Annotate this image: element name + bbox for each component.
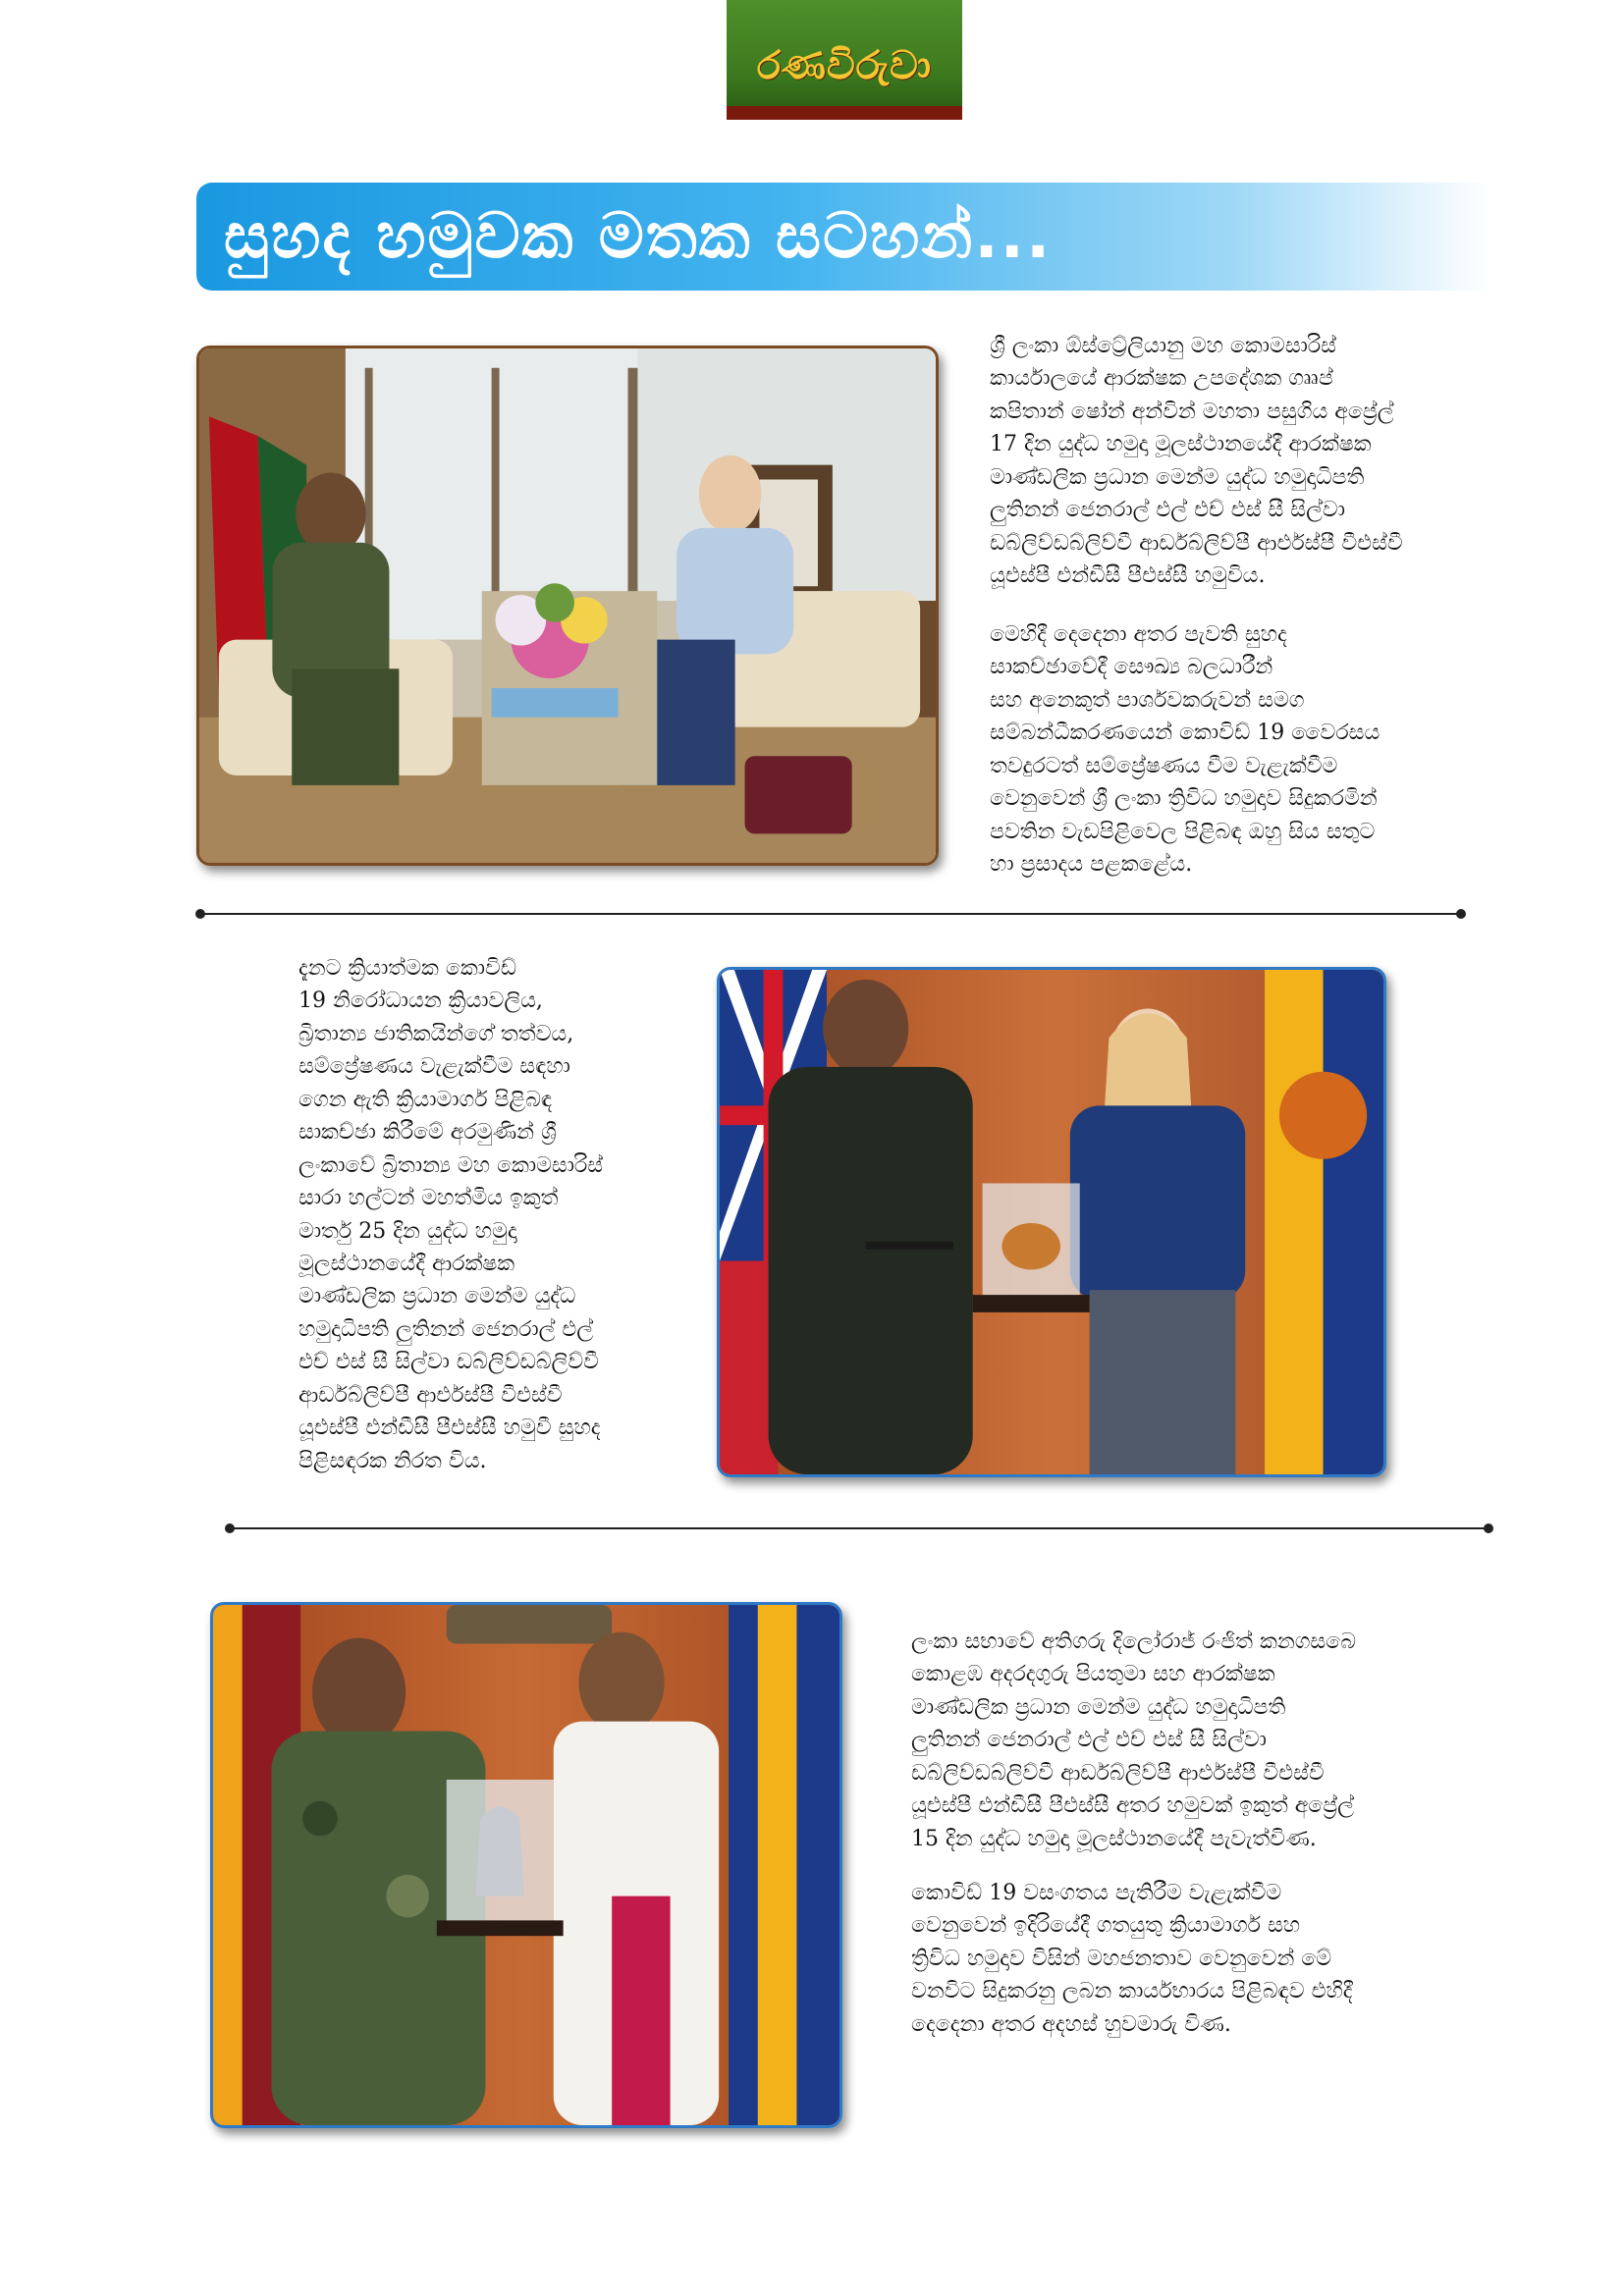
masthead: [727, 0, 962, 120]
section1-paragraph-2: මෙහිදී දෙදෙනා අතර පැවති සුහද සාකච්ඡාවේදී සෞඛ්‍ය බලධාරීන් සහ අනෙකුත් පාර්ශවකරුවන් සමග සම්බන්ධීකරණයෙන් කොවිඩ් 19 වෛරසය තවදුරටත් සම්ප්‍රේෂණය වීම වැළැක්වීම වෙනුවෙන් ශ්‍රී ලංකා ත්‍රිවිධ හමුදාව සිදුකරමින් පවතින වැඩපිළිවෙල පිළිබඳ ඔහු සිය සතුට හා ප්‍රසාදය පළකළේය.: [990, 622, 1380, 878]
photo-archbishop-meeting: [210, 1602, 842, 2128]
photo-british-high-commissioner: [717, 967, 1386, 1477]
page-title: සුහද හමුවක මතක සටහන්...: [224, 200, 1053, 273]
section3-paragraph-2: කොවිඩ් 19 වසංගතය පැතිරීම වැළැක්වීම වෙනුවෙන් ඉදිරියේදී ගතයුතු ක්‍රියාමාර්ග සහ ත්‍රිවිධ හමුදාව විසින් මහජනතාව වෙනුවෙන් මේ වනවිට සිදුකරනු ලබන කාර්යභාරය පිළිබඳව එහිදී දෙදෙනා අතර අදහස් හුවමාරු විණ.: [911, 1881, 1353, 2037]
photo-meeting-australian-advisor: [196, 346, 939, 866]
section3-paragraph-1: ලංකා සභාවේ අතිගරු දිලෝරාජ් රංජිත් කනගසබෙ කොළඹ අදරදගුරු පියතුමා සහ ආරක්ෂක මාණ්ඩලික ප්‍රධාන මෙන්ම යුද්ධ හමුදාධිපති ලුතිනන් ජෙනරාල් එල් එච් එස් සී සිල්වා ඩබ්ලිව්ඩබ්ලිව්වී ආර්ඩබ්ලිව්පී ආර්එස්පී වීඑස්වී යූඑස්පී එන්ඩීසී පීඑස්සී අතර හමුවක් ඉකුත් අප්‍රේල් 15 දින යුද්ධ හමුදා මූලස්ථානයේදී පැවැත්විණ.: [911, 1629, 1356, 1851]
title-bar: [196, 183, 1492, 291]
photo-3-illustration: [213, 1605, 839, 2125]
section-divider-2: [230, 1527, 1489, 1529]
photo-2-illustration: [720, 970, 1383, 1474]
section2-paragraph-1: දැනට ක්‍රියාත්මක කොවිඩ් 19 නිරෝධායන ක්‍රියාවලිය, බ්‍රිතාන්‍ය ජාතිකයින්ගේ තත්වය, සම්ප්‍රේෂණය වැළැක්වීම සඳහා ගෙන ඇති ක්‍රියාමාර්ග පිළිබඳ සාකච්ඡා කිරීමේ අරමුණින් ශ්‍රී ලංකාවේ බ්‍රිතාන්‍ය මහ කොමසාරිස් සාරා හල්ටන් මහත්මිය ඉකුත් මාර්තු 25 දින යුද්ධ හමුදා මූලස්ථානයේදී ආරක්ෂක මාණ්ඩලික ප්‍රධාන මෙන්ම යුද්ධ හමුදාධිපති ලුතිනන් ජෙනරාල් එල් එච් එස් සී සිල්වා ඩබ්ලිව්ඩබ්ලිව්වී ආර්ඩබ්ලිව්පී ආර්එස්පී වීඑස්වී යූඑස්පී එන්ඩීසී පීඑස්සී හමුවී සුහද පිළිසඳරක නිරත විය.: [298, 956, 604, 1473]
section1-paragraph-1: ශ්‍රී ලංකා ඕස්ට්‍රේලියානු මහ කොමසාරිස් කාර්යාලයේ ආරක්ෂක උපදේශක ගෲප් කපිතාන් ෂෝන් අන්වින් මහතා පසුගිය අප්‍රේල් 17 දින යුද්ධ හමුදා මූලස්ථානයේදී ආරක්ෂක මාණ්ඩලික ප්‍රධාන මෙන්ම යුද්ධ හමුදාධිපති ලුතිනන් ජෙනරාල් එල් එච් එස් සී සිල්වා ඩබ්ලිව්ඩබ්ලිව්වී ආර්ඩබ්ලිව්පී ආර්එස්පී වීඑස්වී යූඑස්පී එන්ඩීසී පීඑස්සී හමුවිය.: [990, 334, 1403, 589]
masthead-logo: රණවිරුවා: [756, 43, 933, 88]
photo-1-illustration: [199, 348, 936, 863]
section-divider-1: [200, 913, 1461, 915]
